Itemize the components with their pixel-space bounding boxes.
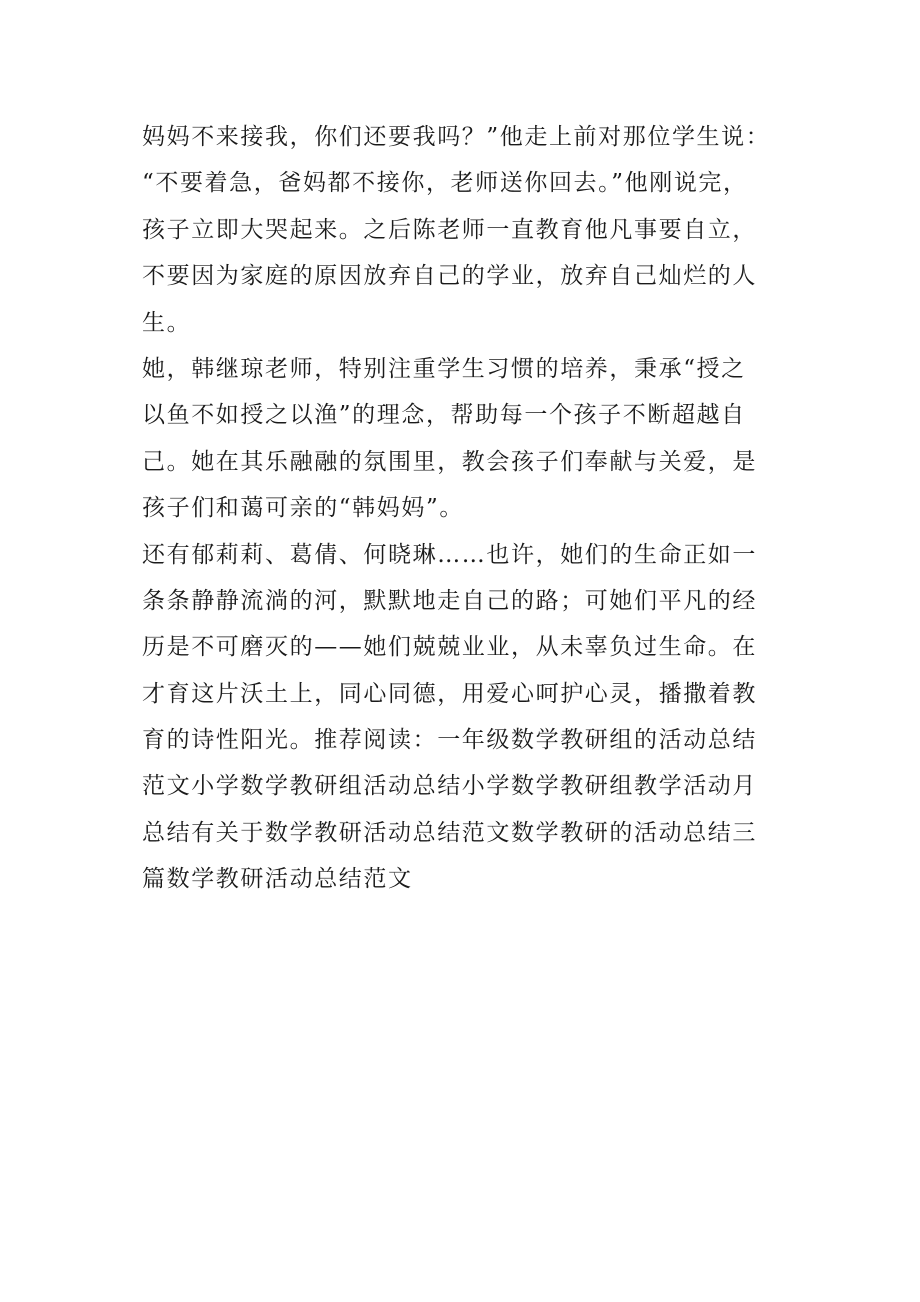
body-text [142, 114, 782, 903]
text-line: 总结有关于数学教研活动总结范文数学教研的活动总结三 [142, 819, 757, 846]
text-line: 她，韩继琼老师，特别注重学生习惯的培养，秉承“授之 [142, 355, 746, 382]
text-line: 以鱼不如授之以渔”的理念，帮助每一个孩子不断超越自 [142, 402, 746, 429]
text-line: 育的诗性阳光。推荐阅读：一年级数学教研组的活动总结 [142, 727, 757, 754]
text-line: 生。 [142, 309, 192, 336]
text-line: 篇数学教研活动总结范文 [142, 866, 413, 893]
text-line: 条条静静流淌的河，默默地走自己的路；可她们平凡的经 [142, 587, 757, 614]
text-line: 妈妈不来接我，你们还要我吗？”他走上前对那位学生说： [142, 124, 771, 150]
text-line: 不要因为家庭的原因放弃自己的学业，放弃自己灿烂的人 [142, 263, 757, 290]
text-line: 范文小学数学教研组活动总结小学数学教研组教学活动月 [142, 773, 757, 800]
text-line: “不要着急，爸妈都不接你，老师送你回去。”他刚说完， [142, 170, 748, 197]
text-line: 还有郁莉莉、葛倩、何晓琳……也许，她们的生命正如一 [142, 541, 757, 568]
text-line: 孩子立即大哭起来。之后陈老师一直教育他凡事要自立， [142, 216, 757, 243]
text-line: 历是不可磨灭的——她们兢兢业业，从未辜负过生命。在 [142, 634, 757, 661]
text-line: 孩子们和蔼可亲的“韩妈妈”。 [142, 495, 464, 522]
text-line: 己。她在其乐融融的氛围里，教会孩子们奉献与关爱，是 [142, 448, 757, 475]
text-line: 才育这片沃土上，同心同德，用爱心呵护心灵，播撒着教 [142, 680, 757, 707]
